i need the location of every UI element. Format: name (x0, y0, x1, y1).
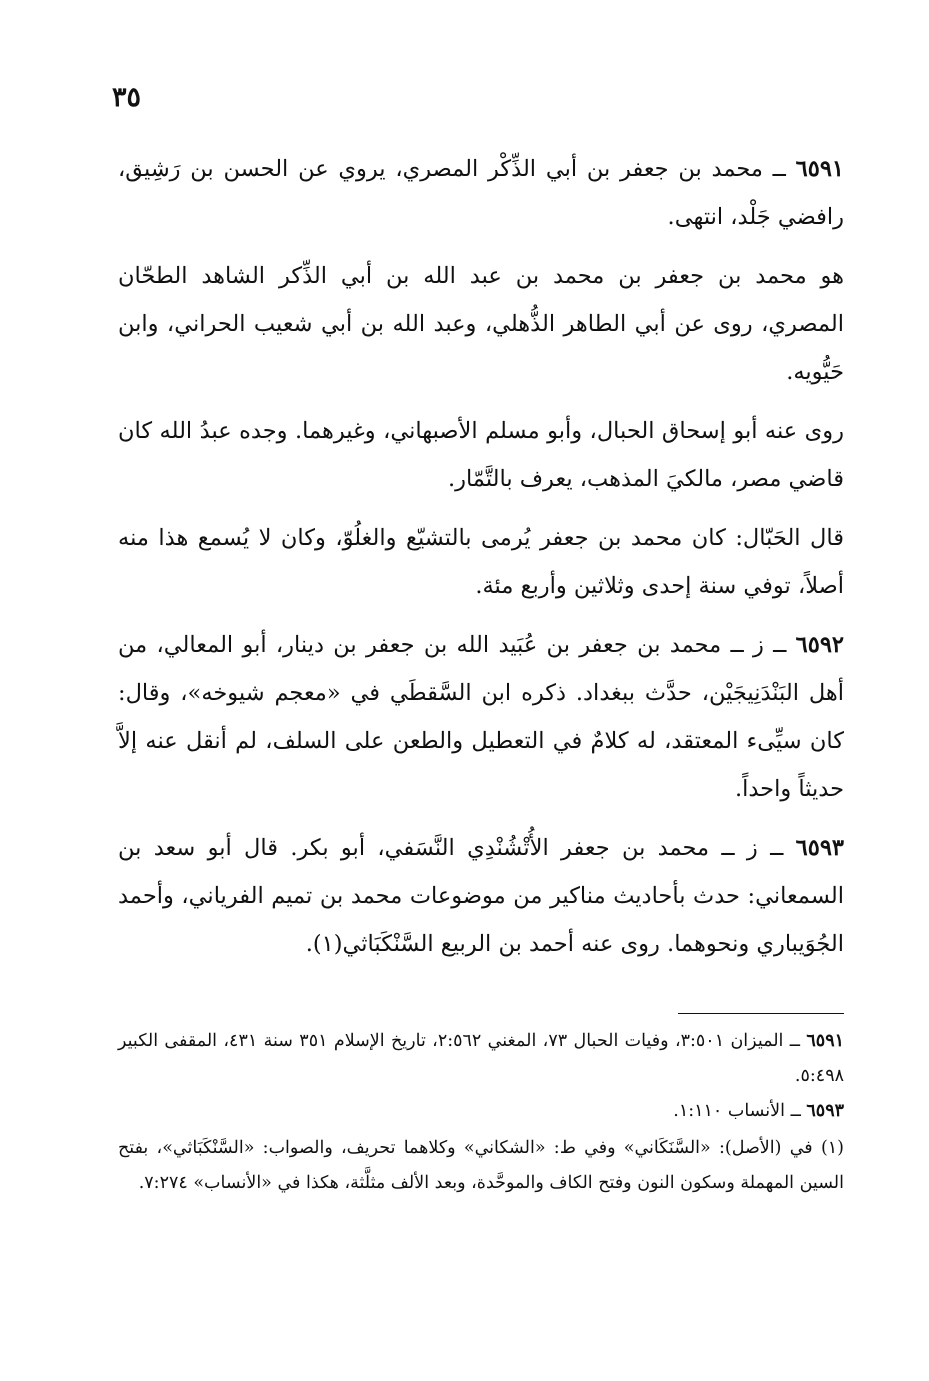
footnote-number: ٦٥٩٣ (806, 1101, 844, 1121)
footnote-text: ــ الميزان ٣:٥٠١، وفيات الحبال ٧٣، المغني ٢:٥٦٢، تاريخ الإسلام ٣٥١ سنة ٤٣١، المقفى الكبير ٥:٤٩٨. (118, 1031, 844, 1086)
paragraph: روى عنه أبو إسحاق الحبال، وأبو مسلم الأصبهاني، وغيرهما. وجده عبدُ الله كان قاضي مصر، مالكيَ المذهب، يعرف بالتَّمّار. (118, 418, 844, 492)
page-number: ٣٥ (112, 82, 142, 113)
footnote-1 (118, 1131, 844, 1201)
entry-number: ٦٥٩٣ (795, 835, 844, 861)
footnote-text: ــ الأنساب ١:١١٠. (673, 1101, 807, 1121)
footnote-divider (678, 1013, 844, 1014)
entry-6591 (118, 145, 844, 241)
footnote-number: ٦٥٩١ (806, 1031, 844, 1051)
footnote-text: في (الأصل): «السَّنَكَاني» وفي ط: «الشكاني» وكلاهما تحريف، والصواب: «السَّنْكَبَاثي»، بفتح السين المهملة وسكون النون وفتح الكاف والموحَّدة، وبعد الألف مثلَّثة، هكذا في «الأنساب» ٧:٢٧٤. (118, 1138, 844, 1193)
entry-text: ــ ز ــ محمد بن جعفر الأُتْشُنْدِي النَّسَفي، أبو بكر. قال أبو سعد بن السمعاني: حدث بأحاديث مناكير من موضوعات محمد بن تميم الفرياني، وأحمد الجُوَيباري ونحوهما. روى عنه أحمد بن الربيع السَّنْكَبَاثي(١). (118, 835, 844, 957)
footnote-6591 (118, 1024, 844, 1094)
footnote-marker: (١) (820, 1138, 844, 1158)
entry-number: ٦٥٩٢ (795, 632, 844, 658)
paragraph: قال الحَبّال: كان محمد بن جعفر يُرمى بالتشيّع والغلُوّ، وكان لا يُسمع هذا منه أصلاً، توفي سنة إحدى وثلاثين وأربع مئة. (118, 525, 844, 599)
main-text (118, 145, 844, 979)
entry-text: ــ محمد بن جعفر بن أبي الذِّكْر المصري، يروي عن الحسن بن رَشِيق، رافضي جَلْد، انتهى. (118, 156, 844, 230)
entry-number: ٦٥٩١ (795, 156, 844, 182)
paragraph: هو محمد بن جعفر بن محمد بن عبد الله بن أبي الذِّكر الشاهد الطحّان المصري، روى عن أبي الطاهر الذُّهلي، وعبد الله بن أبي شعيب الحراني، وابن حَيُّويه. (118, 263, 844, 385)
entry-text: ــ ز ــ محمد بن جعفر بن عُبَيد الله بن جعفر بن دينار، أبو المعالي، من أهل البَنْدَنِيجَيْن، حدَّث ببغداد. ذكره ابن السَّقطَي في «معجم شيوخه»، وقال: كان سيِّىء المعتقد، له كلامٌ في التعطيل والطعن على السلف، لم أنقل عنه إلاَّ حديثاً واحداً. (118, 632, 844, 802)
entry-6592 (118, 621, 844, 813)
footnotes (118, 1024, 844, 1201)
footnote-6593 (118, 1094, 844, 1129)
entry-6593 (118, 824, 844, 968)
